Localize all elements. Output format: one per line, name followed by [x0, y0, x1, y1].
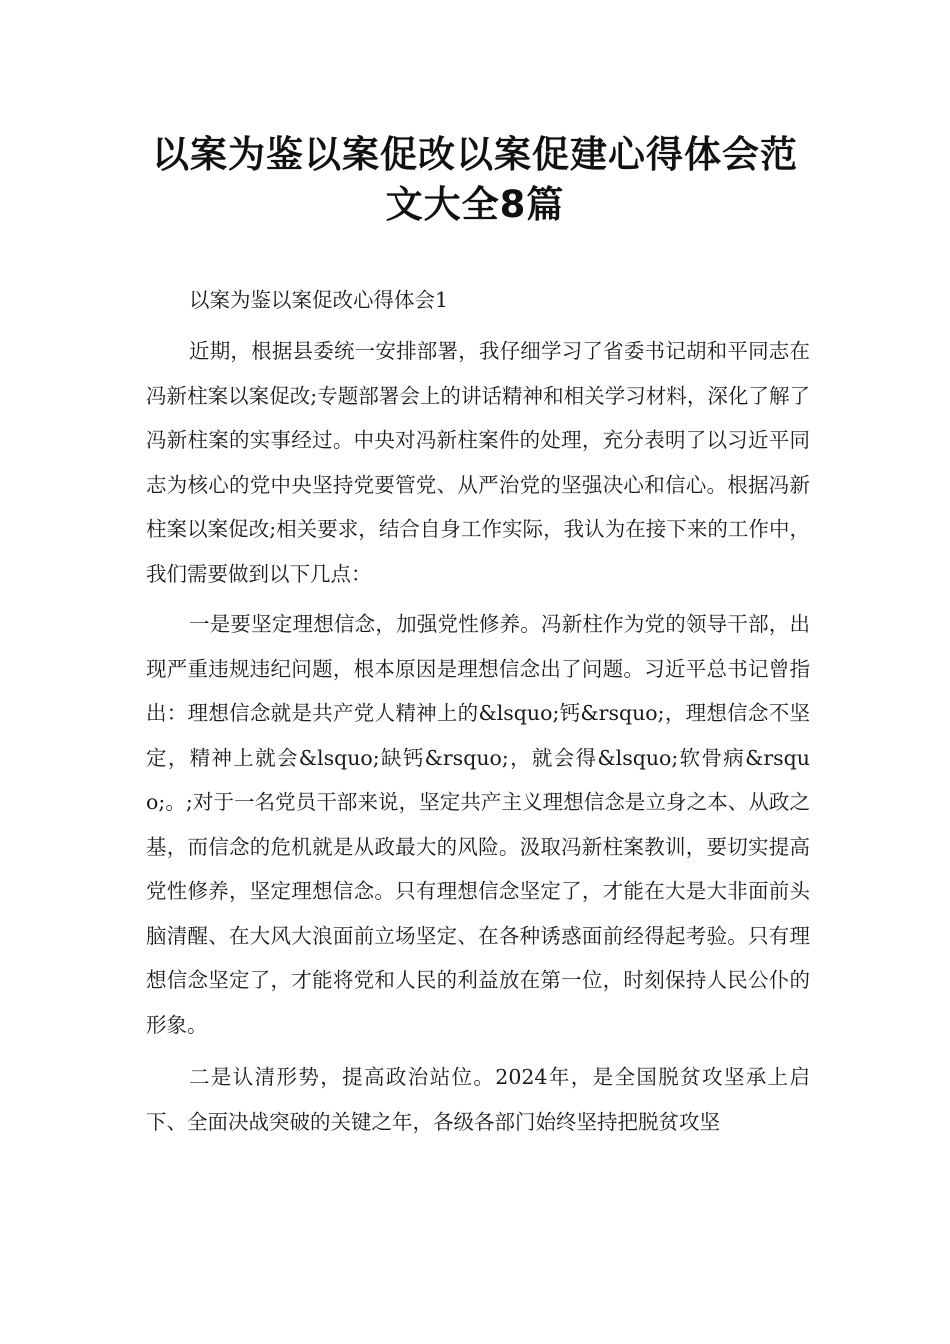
document-body [146, 280, 810, 1144]
paragraph-2: 一是要坚定理想信念，加强党性修养。冯新柱作为党的领导干部，出现严重违规违纪问题，根本原因是理想信念出了问题。习近平总书记曾指出：理想信念就是共产党人精神上的&lsquo;钙&rsquo;，理想信念不坚定，精神上就会&lsquo;缺钙&rsquo;，就会得&lsquo;软骨病&rsquo;。;对于一名党员干部来说，坚定共产主义理想信念是立身之本、从政之基，而信念的危机就是从政最大的风险。汲取冯新柱案教训，要切实提高党性修养，坚定理想信念。只有理想信念坚定了，才能在大是大非面前头脑清醒、在大风大浪面前立场坚定、在各种诱惑面前经得起考验。只有理想信念坚定了，才能将党和人民的利益放在第一位，时刻保持人民公仆的形象。 [146, 612, 810, 1037]
document-title-line-1: 以案为鉴以案促改以案促建心得体会范 [152, 133, 798, 176]
paragraph-1: 近期，根据县委统一安排部署，我仔细学习了省委书记胡和平同志在冯新柱案以案促改;专题部署会上的讲话精神和相关学习材料，深化了解了冯新柱案的实事经过。中央对冯新柱案件的处理，充分表明了以习近平同志为核心的党中央坚持党要管党、从严治党的坚强决心和信心。根据冯新柱案以案促改;相关要求，结合自身工作实际，我认为在接下来的工作中，我们需要做到以下几点： [146, 339, 810, 586]
paragraph-3: 二是认清形势，提高政治站位。2024年，是全国脱贫攻坚承上启下、全面决战突破的关键之年，各级各部门始终坚持把脱贫攻坚 [146, 1065, 810, 1134]
section-heading: 以案为鉴以案促改心得体会1 [189, 288, 449, 312]
document-title-line-2: 文大全8篇 [385, 183, 565, 226]
